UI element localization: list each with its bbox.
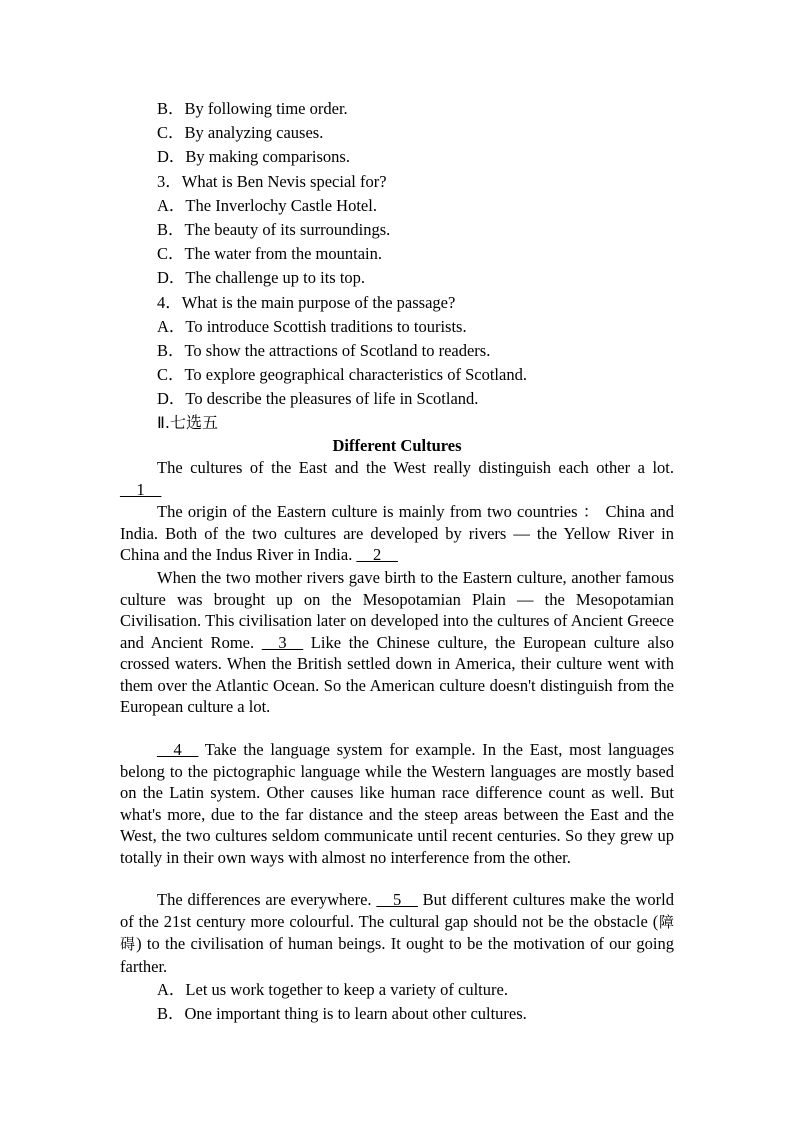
blank-3: __3__	[261, 632, 304, 652]
p4-after: Take the language system for example. In the East, most languages belong to the pictographic language while the Western languages are mostly based on the Latin system. Other causes like human race difference count as well. But what's more, due to the far distance and the steep areas between the East and the West, the two cultures seldom communicate until recent centuries. So they grew up totally in their own ways with almost no interference from the other.	[120, 740, 675, 867]
blank-4: __4__	[157, 740, 199, 759]
p2-text: The origin of the Eastern culture is mainly from two countries ： China and India. Both of the two cultures are developed by rivers — the Yellow River in China and the Indus River in India.	[120, 502, 674, 564]
blank-2: __2__	[356, 545, 398, 564]
q3-option-d: D．The challenge up to its top.	[157, 268, 366, 287]
passage-paragraph-2	[120, 501, 674, 566]
q2-option-d: D．By making comparisons.	[157, 147, 350, 166]
q2-option-b: B．By following time order.	[157, 99, 348, 118]
q3-option-c: C．The water from the mountain.	[157, 244, 382, 263]
passage-paragraph-5	[120, 889, 674, 977]
blank-1: __1__	[120, 479, 162, 499]
passage-paragraph-3	[120, 567, 674, 718]
p5-before: The differences are everywhere.	[157, 890, 372, 909]
passage-paragraph-4	[120, 739, 674, 868]
p1-text: The cultures of the East and the West really distinguish each other a lot.	[157, 458, 674, 477]
p5-cjk-gloss: 障碍	[120, 912, 674, 953]
q4-option-d: D．To describe the pleasures of life in Scotland.	[157, 389, 479, 408]
passage-title: Different Cultures	[332, 436, 462, 455]
answer-option-a: A．Let us work together to keep a variety of culture.	[157, 980, 508, 999]
q4-option-c: C．To explore geographical characteristics of Scotland.	[157, 365, 527, 384]
section-heading: Ⅱ.七选五	[157, 413, 218, 432]
q4-option-b: B．To show the attractions of Scotland to readers.	[157, 341, 491, 360]
q3-stem: 3．What is Ben Nevis special for?	[157, 172, 387, 191]
q4-option-a: A．To introduce Scottish traditions to tourists.	[157, 317, 467, 336]
q3-option-a: A．The Inverlochy Castle Hotel.	[157, 196, 377, 215]
p5-after: ) to the civilisation of human beings. It ought to be the motivation of our going farther.	[120, 934, 674, 976]
q2-option-c: C．By analyzing causes.	[157, 123, 324, 142]
p3-after: Like the Chinese culture, the European culture also crossed waters. When the British settled down in America, their culture went with them over the Atlantic Ocean. So the American culture doesn't distinguish from the European culture a lot.	[120, 632, 675, 716]
p3-before: When the two mother rivers gave birth to the Eastern culture, another famous culture was brought up on the Mesopotamian Plain — the Mesopotamian Civilisation. This civilisation later on developed into the cultures of Ancient Greece and Ancient Rome.	[120, 568, 674, 652]
q4-stem: 4．What is the main purpose of the passage?	[157, 293, 456, 312]
q3-option-b: B．The beauty of its surroundings.	[157, 220, 391, 239]
blank-5: __5__	[376, 890, 418, 909]
p5-middle: But different cultures make the world of the 21st century more colourful. The cultural gap should not be the obstacle (	[120, 890, 675, 931]
passage-paragraph-1	[120, 457, 674, 500]
answer-option-b: B．One important thing is to learn about other cultures.	[157, 1004, 527, 1023]
